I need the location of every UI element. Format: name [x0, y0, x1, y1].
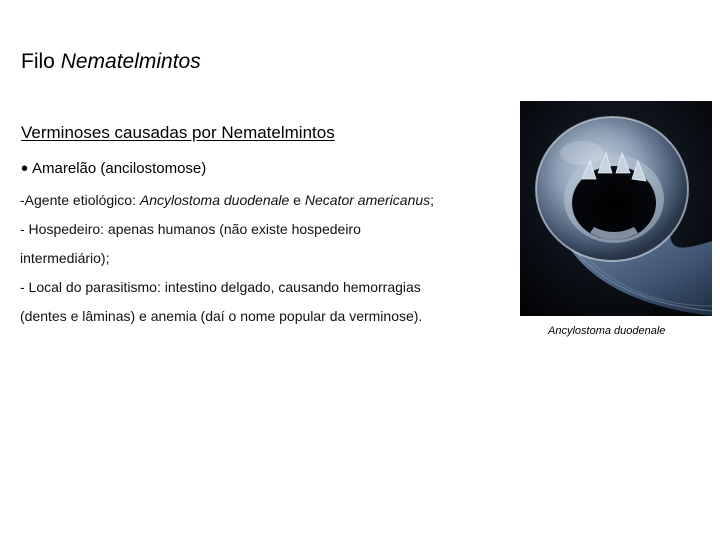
hookworm-micrograph-image	[520, 101, 712, 316]
body-text	[20, 186, 440, 331]
section-heading: Verminoses causadas por Nematelmintos	[21, 123, 335, 142]
agent-end: ;	[430, 192, 435, 208]
agent-species-1: Ancylostoma duodenale	[139, 192, 290, 208]
bullet-text: Amarelão (ancilostomose)	[32, 160, 207, 177]
agent-species-2: Necator americanus	[304, 192, 431, 208]
hookworm-illustration	[520, 101, 712, 316]
host-paragraph: - Hospedeiro: apenas humanos (não existe hospedeiro intermediário);	[20, 221, 361, 266]
slide-title	[21, 49, 201, 75]
title-phylum: Nematelmintos	[60, 50, 201, 73]
title-prefix: Filo	[21, 50, 61, 73]
site-paragraph: - Local do parasitismo: intestino delgado, causando hemorragias (dentes e lâminas) e anemia (daí o nome popular da verminose).	[20, 279, 423, 324]
image-caption: Ancylostoma duodenale	[548, 325, 666, 337]
agent-conjunction: e	[289, 192, 305, 208]
bullet-dot-icon: •	[21, 158, 29, 180]
agent-paragraph	[20, 186, 440, 215]
bullet-item	[21, 159, 206, 179]
agent-label: -Agente etiológico:	[20, 192, 140, 208]
